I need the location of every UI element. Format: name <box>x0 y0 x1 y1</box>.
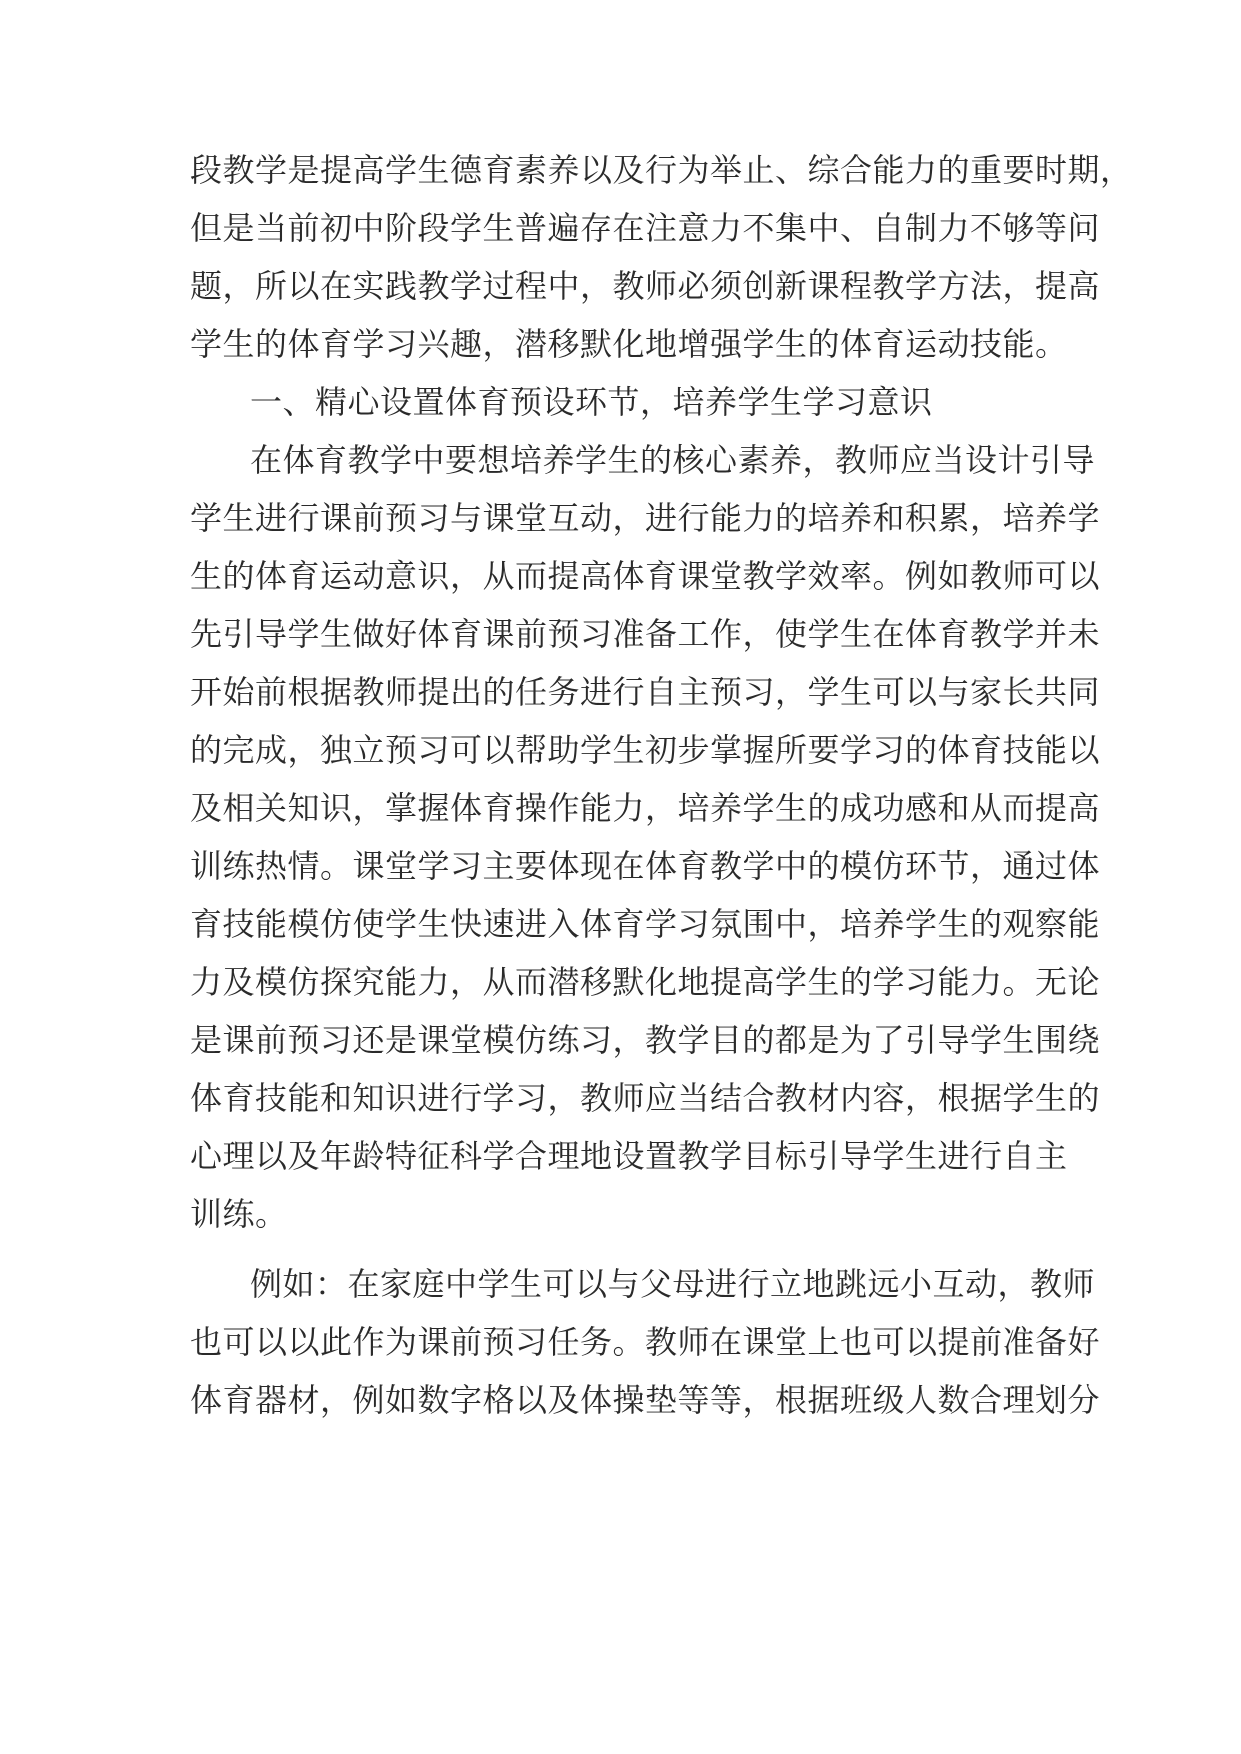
text-line: 育技能模仿使学生快速进入体育学习氛围中，培养学生的观察能 <box>190 905 1101 943</box>
text-line: 心理以及年龄特征科学合理地设置教学目标引导学生进行自主 <box>190 1137 1068 1175</box>
text-line: 及相关知识，掌握体育操作能力，培养学生的成功感和从而提高 <box>190 789 1101 827</box>
text-line: 在体育教学中要想培养学生的核心素养，教师应当设计引导 <box>250 441 1096 479</box>
section-heading: 一、精心设置体育预设环节，培养学生学习意识 <box>250 383 933 421</box>
text-line: 学生进行课前预习与课堂互动，进行能力的培养和积累，培养学 <box>190 499 1101 537</box>
text-line: 学生的体育学习兴趣，潜移默化地增强学生的体育运动技能。 <box>190 325 1068 363</box>
text-line: 是课前预习还是课堂模仿练习，教学目的都是为了引导学生围绕 <box>190 1021 1101 1059</box>
text-line: 体育技能和知识进行学习，教师应当结合教材内容，根据学生的 <box>190 1079 1101 1117</box>
text-line: 先引导学生做好体育课前预习准备工作，使学生在体育教学并未 <box>190 615 1101 653</box>
text-line: 段教学是提高学生德育素养以及行为举止、综合能力的重要时期， <box>190 151 1133 189</box>
text-line: 例如：在家庭中学生可以与父母进行立地跳远小互动，教师 <box>250 1265 1096 1303</box>
text-line: 题，所以在实践教学过程中，教师必须创新课程教学方法，提高 <box>190 267 1101 305</box>
text-line: 的完成，独立预习可以帮助学生初步掌握所要学习的体育技能以 <box>190 731 1101 769</box>
text-line: 生的体育运动意识，从而提高体育课堂教学效率。例如教师可以 <box>190 557 1101 595</box>
text-line: 训练。 <box>190 1195 288 1233</box>
text-line: 训练热情。课堂学习主要体现在体育教学中的模仿环节，通过体 <box>190 847 1101 885</box>
text-line: 也可以以此作为课前预习任务。教师在课堂上也可以提前准备好 <box>190 1323 1101 1361</box>
text-line: 但是当前初中阶段学生普遍存在注意力不集中、自制力不够等问 <box>190 209 1101 247</box>
text-line: 体育器材，例如数字格以及体操垫等等，根据班级人数合理划分 <box>190 1381 1101 1419</box>
text-line: 开始前根据教师提出的任务进行自主预习，学生可以与家长共同 <box>190 673 1101 711</box>
text-line: 力及模仿探究能力，从而潜移默化地提高学生的学习能力。无论 <box>190 963 1101 1001</box>
